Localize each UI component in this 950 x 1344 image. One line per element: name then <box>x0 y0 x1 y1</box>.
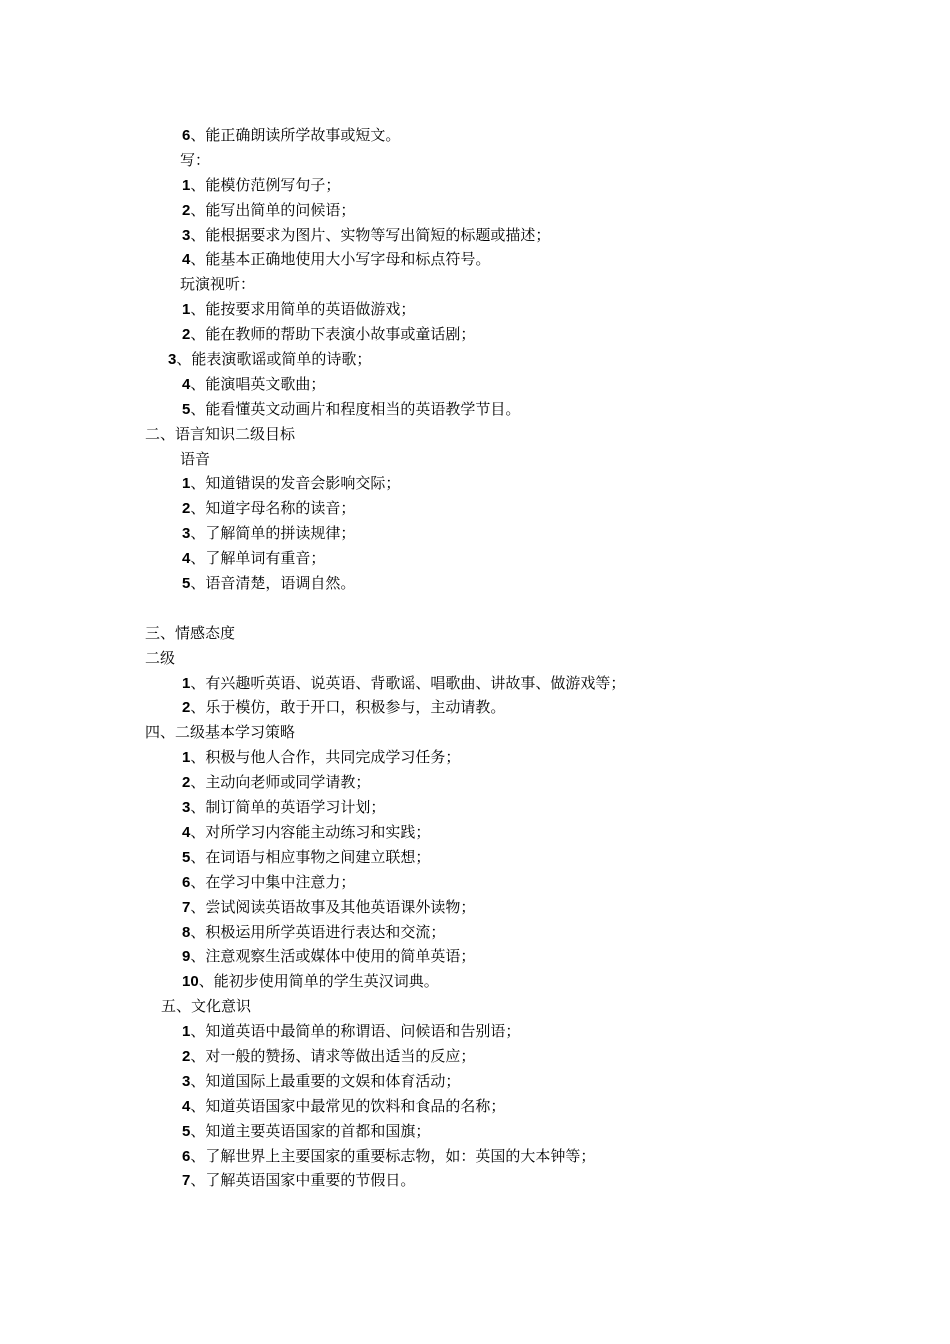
item-number: 1 <box>182 1023 191 1041</box>
list-item <box>0 1019 950 1044</box>
list-item <box>0 895 950 920</box>
subsection-heading <box>0 272 950 297</box>
item-number: 1 <box>182 475 191 493</box>
item-number: 8 <box>182 923 191 941</box>
item-number: 3 <box>182 1072 191 1090</box>
line-text: 、能在教师的帮助下表演小故事或童话剧； <box>190 325 476 344</box>
list-item <box>0 247 950 272</box>
list-item <box>0 695 950 720</box>
item-number: 3 <box>182 226 191 244</box>
line-text: 、能写出简单的问候语； <box>190 200 356 219</box>
line-text: 、知道字母名称的读音； <box>190 499 356 518</box>
list-item <box>0 372 950 397</box>
line-text: 、能正确朗读所学故事或短文。 <box>190 126 401 144</box>
item-number: 1 <box>182 301 191 319</box>
line-text: 、积极运用所学英语进行表达和交流； <box>190 922 446 941</box>
item-number: 3 <box>182 799 191 817</box>
line-text: 、乐于模仿，敢于开口，积极参与，主动请教。 <box>190 698 506 717</box>
line-text: 、了解世界上主要国家的重要标志物，如：英国的大本钟等； <box>190 1146 596 1165</box>
item-number: 2 <box>182 1047 191 1065</box>
line-text: 、语音清楚，语调自然。 <box>190 574 356 593</box>
item-number: 2 <box>182 699 191 717</box>
list-item <box>0 347 950 372</box>
item-number: 10 <box>182 973 199 991</box>
list-item <box>0 745 950 770</box>
line-text: 、注意观察生活或媒体中使用的简单英语； <box>190 947 476 966</box>
list-item <box>0 571 950 596</box>
item-number: 4 <box>182 823 191 841</box>
list-item <box>0 1094 950 1119</box>
list-item <box>0 944 950 969</box>
line-text: 二、语言知识二级目标 <box>145 424 296 443</box>
line-text: 、知道主要英语国家的首都和国旗； <box>190 1121 431 1140</box>
list-item <box>0 770 950 795</box>
line-text: 、制订简单的英语学习计划； <box>190 798 386 817</box>
item-number: 2 <box>182 774 191 792</box>
blank-line <box>0 596 950 621</box>
item-number: 1 <box>182 176 191 194</box>
line-text: 、了解简单的拼读规律； <box>190 524 356 543</box>
line-text: 三、情感态度 <box>145 623 236 642</box>
list-item <box>0 1119 950 1144</box>
line-text: 五、文化意识 <box>161 997 252 1016</box>
line-text: 写： <box>180 150 211 169</box>
list-item <box>0 920 950 945</box>
line-text: 、能根据要求为图片、实物等写出简短的标题或描述； <box>190 225 551 244</box>
line-text: 、对所学习内容能主动练习和实践； <box>190 822 431 841</box>
list-item <box>0 397 950 422</box>
line-text: 四、二级基本学习策略 <box>145 723 296 742</box>
line-text: 、了解单词有重音； <box>190 549 326 568</box>
line-text: 、能按要求用简单的英语做游戏； <box>190 300 416 319</box>
list-item <box>0 820 950 845</box>
list-item <box>0 1044 950 1069</box>
section-heading <box>0 621 950 646</box>
line-text: 、知道英语中最简单的称谓语、问候语和告别语； <box>190 1022 521 1041</box>
section-heading <box>0 422 950 447</box>
item-number: 4 <box>182 1097 191 1115</box>
list-item <box>0 521 950 546</box>
list-item <box>0 322 950 347</box>
line-text: 二级 <box>145 648 176 667</box>
list-item <box>0 123 950 148</box>
list-item <box>0 795 950 820</box>
line-text: 、能看懂英文动画片和程度相当的英语教学节目。 <box>190 399 521 418</box>
item-number: 2 <box>182 201 191 219</box>
item-number: 5 <box>182 1122 191 1140</box>
item-number: 1 <box>182 749 191 767</box>
item-number: 1 <box>182 674 191 692</box>
item-number: 2 <box>182 500 191 518</box>
list-item <box>0 1168 950 1193</box>
list-item <box>0 1144 950 1169</box>
item-number: 4 <box>182 251 191 269</box>
item-number: 7 <box>182 1172 191 1190</box>
list-item <box>0 845 950 870</box>
line-text: 、对一般的赞扬、请求等做出适当的反应； <box>190 1046 476 1065</box>
item-number: 6 <box>182 873 191 891</box>
list-item <box>0 198 950 223</box>
list-item <box>0 173 950 198</box>
line-text: 、知道国际上最重要的文娱和体育活动； <box>190 1071 461 1090</box>
item-number: 6 <box>182 127 191 144</box>
line-text: 、积极与他人合作，共同完成学习任务； <box>190 748 461 767</box>
item-number: 5 <box>182 400 191 418</box>
item-number: 3 <box>182 525 191 543</box>
list-item <box>0 870 950 895</box>
list-item <box>0 969 950 994</box>
list-item <box>0 223 950 248</box>
document-page <box>0 123 950 1193</box>
item-number: 5 <box>182 575 191 593</box>
line-text: 玩演视听： <box>180 275 256 294</box>
item-number: 4 <box>182 375 191 393</box>
subsection-heading <box>0 447 950 472</box>
line-text: 、能初步使用简单的学生英汉词典。 <box>198 972 439 991</box>
line-text: 、有兴趣听英语、说英语、背歌谣、唱歌曲、讲故事、做游戏等； <box>190 673 626 692</box>
item-number: 2 <box>182 326 191 344</box>
section-heading <box>0 646 950 671</box>
list-item <box>0 1069 950 1094</box>
subsection-heading <box>0 148 950 173</box>
line-text: 、能基本正确地使用大小写字母和标点符号。 <box>190 250 491 269</box>
line-text: 、了解英语国家中重要的节假日。 <box>190 1171 416 1190</box>
line-text: 、尝试阅读英语故事及其他英语课外读物； <box>190 897 476 916</box>
section-heading <box>0 994 950 1019</box>
list-item <box>0 496 950 521</box>
item-number: 3 <box>168 351 177 369</box>
line-text: 、在学习中集中注意力； <box>190 872 356 891</box>
line-text: 、在词语与相应事物之间建立联想； <box>190 847 431 866</box>
item-number: 6 <box>182 1147 191 1165</box>
line-text: 、知道英语国家中最常见的饮料和食品的名称； <box>190 1096 506 1115</box>
line-text: 、知道错误的发音会影响交际； <box>190 474 401 493</box>
item-number: 5 <box>182 848 191 866</box>
item-number: 9 <box>182 948 191 966</box>
list-item <box>0 671 950 696</box>
list-item <box>0 546 950 571</box>
line-text: 、主动向老师或同学请教； <box>190 773 371 792</box>
item-number: 7 <box>182 898 191 916</box>
line-text: 、能演唱英文歌曲； <box>190 374 326 393</box>
section-heading <box>0 720 950 745</box>
line-text: 、能表演歌谣或简单的诗歌； <box>176 350 372 369</box>
line-text: 、能模仿范例写句子； <box>190 175 341 194</box>
item-number: 4 <box>182 550 191 568</box>
list-item <box>0 297 950 322</box>
list-item <box>0 471 950 496</box>
line-text: 语音 <box>180 449 211 468</box>
